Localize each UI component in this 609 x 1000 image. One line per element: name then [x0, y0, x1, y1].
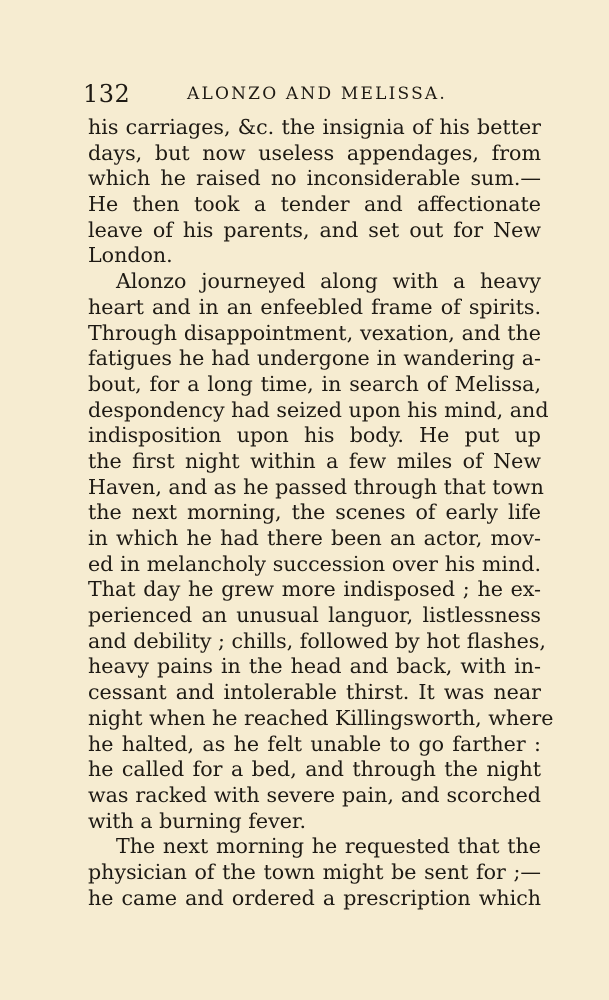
line-text: his carriages, &c. the insignia of his better [88, 115, 541, 139]
line-text: Through disappointment, vexation, and the [88, 320, 541, 345]
line-text: he halted, as he felt unable to go farther : [88, 731, 541, 756]
line-text: cessant and intolerable thirst. It was near [88, 680, 541, 705]
text-line [88, 628, 546, 655]
running-head: ALONZO AND MELISSA. [187, 84, 448, 104]
line-text: and debility ; chills, followed by hot flashes, [88, 628, 546, 653]
text-line [88, 680, 541, 706]
text-line [88, 654, 541, 680]
text-line [88, 295, 541, 321]
text-line [88, 218, 541, 244]
line-text: physician of the town might be sent for ;— [88, 859, 541, 884]
paragraph-start-line [88, 834, 541, 860]
line-text: the next morning, the scenes of early life [88, 500, 541, 525]
text-line [88, 809, 541, 835]
text-line [88, 500, 541, 526]
text-line [88, 577, 541, 603]
body-text [88, 115, 554, 911]
text-line [88, 321, 541, 347]
text-line [88, 474, 544, 501]
line-text: heavy pains in the head and back, with in- [88, 654, 541, 679]
text-line [88, 783, 541, 809]
text-line [88, 886, 541, 912]
text-line [88, 552, 541, 578]
text-line [88, 346, 541, 372]
line-text: night when he reached Killingsworth, where [88, 705, 554, 730]
text-line [88, 192, 541, 218]
line-text: was racked with severe pain, and scorched [88, 782, 541, 807]
line-text: Alonzo journeyed along with a heavy [116, 269, 541, 294]
line-text: perienced an unusual languor, listlessness [88, 603, 541, 628]
text-line [88, 757, 541, 783]
line-text: days, but now useless appendages, from [88, 140, 541, 165]
line-text: despondency had seized upon his mind, and [88, 397, 549, 422]
text-line [88, 860, 541, 886]
text-line [88, 397, 549, 424]
line-text: He then took a tender and affectionate [88, 192, 541, 217]
line-text: Haven, and as he passed through that town [88, 474, 544, 499]
line-text: London. [88, 243, 173, 268]
line-text: with a burning fever. [88, 808, 307, 833]
line-text: which he raised no inconsiderable sum.— [88, 166, 541, 191]
page-number: 132 [83, 80, 131, 108]
line-text: he called for a bed, and through the night [88, 757, 541, 782]
text-line [88, 141, 541, 167]
text-line [88, 372, 541, 398]
line-text: leave of his parents, and set out for New [88, 217, 541, 242]
line-text: That day he grew more indisposed ; he ex- [88, 577, 541, 602]
text-line [88, 732, 541, 758]
line-text: in which he had there been an actor, mov- [88, 526, 541, 550]
text-line [88, 449, 541, 475]
text-line [88, 705, 554, 732]
line-text: bout, for a long time, in search of Melissa, [88, 371, 541, 396]
text-line [88, 115, 541, 141]
line-text: he came and ordered a prescription which [88, 885, 541, 910]
line-text: indisposition upon his body. He put up [88, 423, 541, 448]
line-text: The next morning he requested that the [116, 834, 541, 859]
text-line [88, 603, 541, 629]
text-line [88, 526, 541, 552]
line-text: the first night within a few miles of New [88, 448, 541, 473]
text-line [88, 423, 541, 449]
paragraph-start-line [88, 269, 541, 295]
text-line [88, 243, 541, 269]
page-header [83, 80, 543, 110]
line-text: ed in melancholy succession over his mind. [88, 551, 541, 576]
line-text: fatigues he had undergone in wandering a- [88, 346, 541, 371]
text-line [88, 166, 541, 192]
line-text: heart and in an enfeebled frame of spirits. [88, 294, 541, 319]
